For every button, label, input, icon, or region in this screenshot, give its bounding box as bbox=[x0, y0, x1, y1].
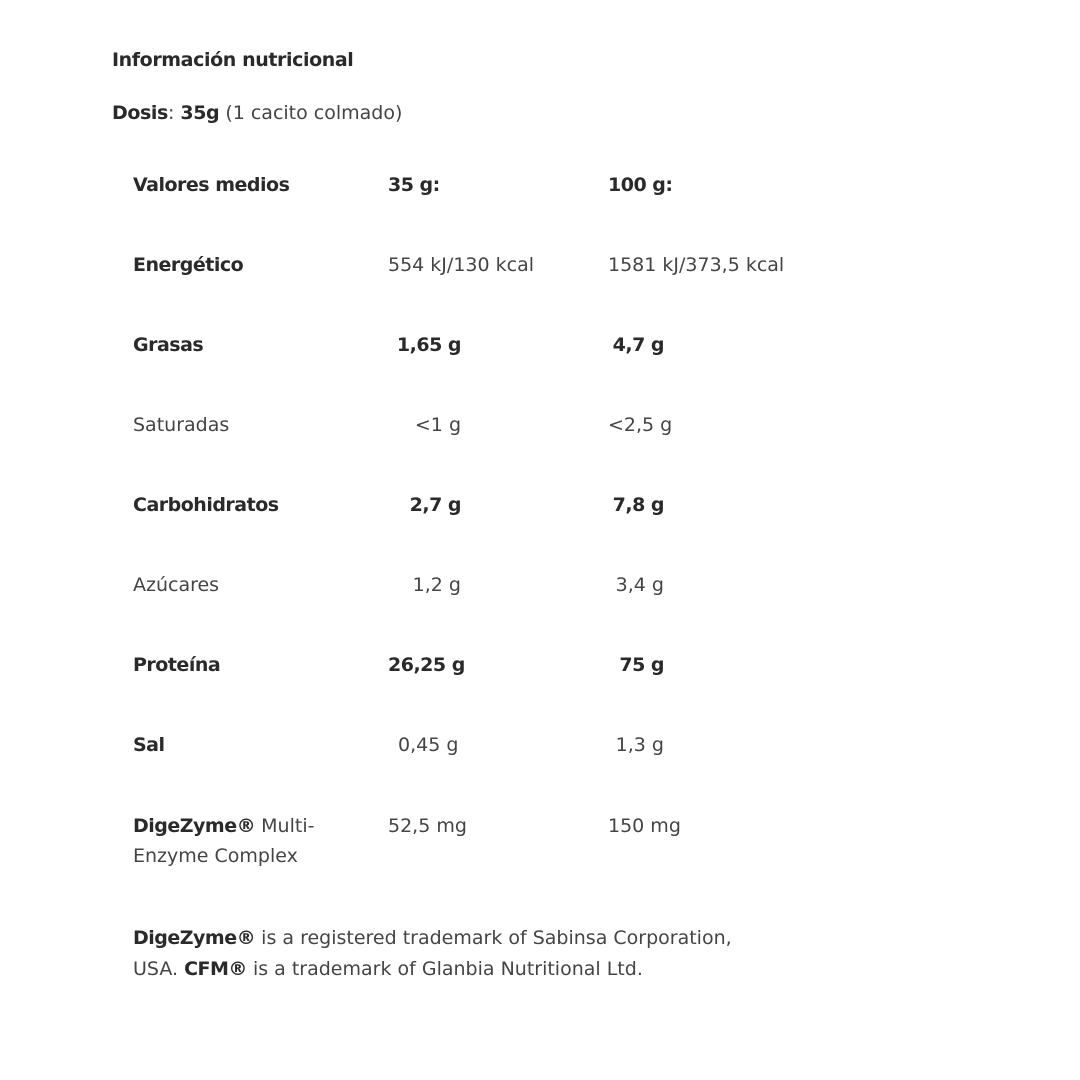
row-energy-serving: 554 kJ/130 kcal bbox=[388, 254, 534, 276]
footnote-text-1: is a registered trademark of Sabinsa Corporation, USA. bbox=[133, 927, 732, 980]
row-digezyme-name bbox=[133, 811, 323, 871]
row-saturated-name: Saturadas bbox=[133, 414, 230, 436]
row-protein-100g: 75 g bbox=[619, 654, 664, 676]
row-energy-100g: 1581 kJ/373,5 kcal bbox=[608, 254, 785, 276]
row-fat-name: Grasas bbox=[133, 334, 204, 356]
row-carbs-name: Carbohidratos bbox=[133, 494, 279, 516]
row-saturated-serving: <1 g bbox=[414, 414, 461, 436]
row-digezyme-rest: Multi-Enzyme Complex bbox=[133, 815, 315, 867]
dose-note: (1 cacito colmado) bbox=[225, 102, 403, 124]
row-salt-serving: 0,45 g bbox=[398, 734, 459, 756]
row-energy-name: Energético bbox=[133, 254, 244, 276]
row-fat-serving: 1,65 g bbox=[396, 334, 461, 356]
dose-line bbox=[112, 102, 402, 124]
row-salt-100g: 1,3 g bbox=[615, 734, 664, 756]
footnote-text-2: is a trademark of Glanbia Nutritional Ltd. bbox=[246, 958, 643, 980]
dose-separator: : bbox=[167, 102, 175, 124]
row-carbs-100g: 7,8 g bbox=[612, 494, 664, 516]
row-sugars-serving: 1,2 g bbox=[412, 574, 461, 596]
row-saturated-100g: <2,5 g bbox=[608, 414, 673, 436]
footnote-brand-cfm: CFM® bbox=[184, 958, 247, 980]
header-per-serving: 35 g: bbox=[388, 174, 440, 196]
row-fat-100g: 4,7 g bbox=[612, 334, 664, 356]
dose-amount: 35g bbox=[180, 102, 220, 124]
trademark-footnote bbox=[133, 923, 753, 985]
header-per-100g: 100 g: bbox=[608, 174, 673, 196]
row-sugars-100g: 3,4 g bbox=[615, 574, 664, 596]
row-digezyme-100g: 150 mg bbox=[608, 815, 681, 837]
row-protein-name: Proteína bbox=[133, 654, 221, 676]
row-carbs-serving: 2,7 g bbox=[409, 494, 461, 516]
row-protein-serving: 26,25 g bbox=[388, 654, 465, 676]
footnote-brand-digezyme: DigeZyme® bbox=[133, 927, 256, 949]
row-digezyme-serving: 52,5 mg bbox=[388, 815, 467, 837]
row-sugars-name: Azúcares bbox=[133, 574, 220, 596]
nutrition-heading: Información nutricional bbox=[112, 49, 354, 71]
dose-label: Dosis bbox=[112, 102, 168, 124]
row-salt-name: Sal bbox=[133, 734, 165, 756]
row-digezyme-brand: DigeZyme® bbox=[133, 815, 256, 837]
header-nutrient: Valores medios bbox=[133, 174, 290, 196]
